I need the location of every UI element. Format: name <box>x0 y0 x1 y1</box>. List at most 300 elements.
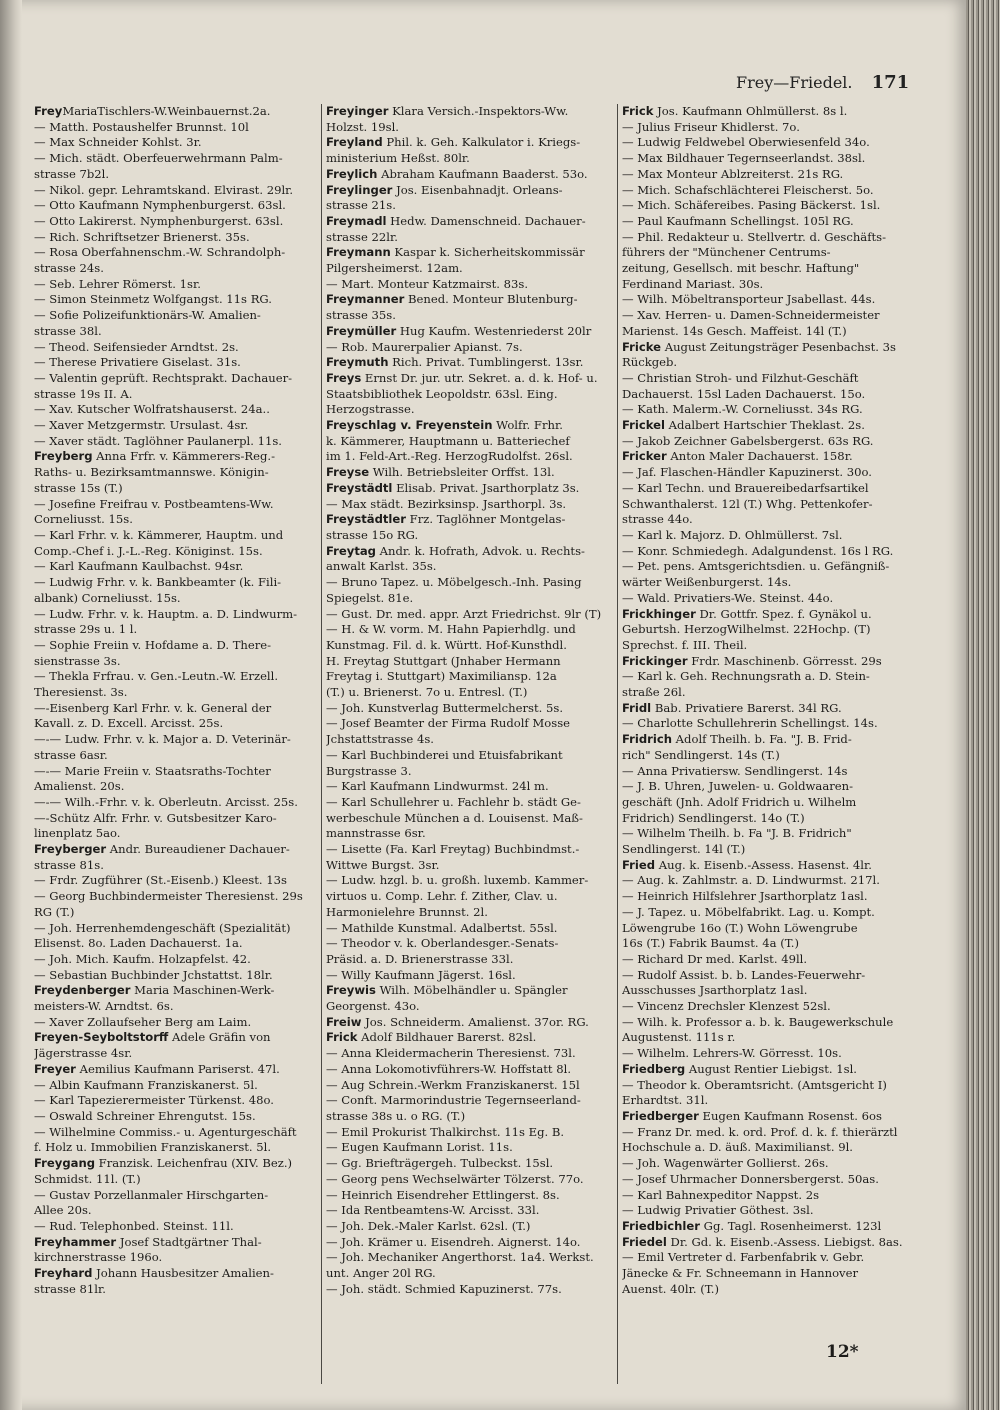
entry-text: — J. B. Uhren, Juwelen- u. Goldwaaren- <box>622 779 854 794</box>
directory-entry <box>622 858 916 874</box>
entry-text: Jchstattstrasse 4s. <box>326 732 434 747</box>
entry-text: — Karl k. Majorz. D. Ohlmüllerst. 7sl. <box>622 527 843 542</box>
directory-entry <box>622 936 916 952</box>
directory-entry <box>326 497 620 513</box>
directory-entry <box>34 308 328 324</box>
entry-text: — Anna Lokomotivführers-W. Hoffstatt 8l. <box>326 1061 572 1076</box>
directory-entry <box>622 654 916 670</box>
directory-entry <box>34 449 328 465</box>
entry-text: — Joh. Dek.-Maler Karlst. 62sl. (T.) <box>326 1218 531 1233</box>
entry-text: strasse 38s u. o RG. (T.) <box>326 1109 466 1123</box>
directory-entry <box>622 528 916 544</box>
directory-entry <box>622 983 916 999</box>
directory-entry <box>622 230 916 246</box>
entry-text: — Joh. Wagenwärter Gollierst. 26s. <box>622 1156 829 1171</box>
entry-text: — Georg Buchbindermeister Theresienst. 29s <box>34 889 303 904</box>
directory-entry <box>34 418 328 434</box>
directory-entry <box>326 1250 620 1266</box>
entry-text: — Otto Kaufmann Nymphenburgerst. 63sl. <box>34 198 286 213</box>
entry-text: — Gustav Porzellanmaler Hirschgarten- <box>34 1187 269 1202</box>
entry-text: Hochschule a. D. äuß. Maximilianst. 9l. <box>622 1140 853 1155</box>
entry-text: Josef Stadtgärtner Thal- <box>116 1234 262 1249</box>
directory-entry <box>326 575 620 591</box>
directory-entry <box>622 716 916 732</box>
entry-surname: Frey <box>34 104 63 118</box>
directory-entry <box>326 764 620 780</box>
entry-text: Allee 20s. <box>34 1203 92 1218</box>
entry-text: Anton Maler Dachauerst. 158r. <box>666 449 853 464</box>
directory-entry <box>34 1030 328 1046</box>
entry-text: rich" Sendlingerst. 14s (T.) <box>622 747 780 762</box>
entry-text: — Richard Dr med. Karlst. 49ll. <box>622 951 808 966</box>
directory-entry <box>622 669 916 685</box>
directory-entry <box>622 1140 916 1156</box>
directory-entry <box>34 292 328 308</box>
directory-entry <box>326 1203 620 1219</box>
entry-text: —-Schütz Alfr. Frhr. v. Gutsbesitzer Karo- <box>34 810 277 825</box>
entry-text: — Rich. Schriftsetzer Brienerst. 35s. <box>34 229 250 244</box>
directory-entry <box>622 198 916 214</box>
directory-entry <box>326 1266 620 1282</box>
directory-entry <box>326 873 620 889</box>
entry-text: RG (T.) <box>34 904 75 919</box>
entry-text: strasse 24s. <box>34 261 104 276</box>
entry-text: — Xaver Zollaufseher Berg am Laim. <box>34 1014 252 1029</box>
directory-entry <box>326 308 620 324</box>
directory-entry <box>622 418 916 434</box>
directory-entry <box>34 779 328 795</box>
entry-text: Elisenst. 8o. Laden Dachauerst. 1a. <box>34 936 243 951</box>
entry-text: H. Freytag Stuttgart (Jnhaber Hermann <box>326 653 561 668</box>
directory-entry <box>622 245 916 261</box>
entry-text: — Albin Kaufmann Franziskanerst. 5l. <box>34 1077 258 1092</box>
entry-text: Schwanthalerst. 12l (T.) Whg. Pettenkofer- <box>622 496 873 511</box>
directory-entry <box>326 889 620 905</box>
entry-text: Bab. Privatiere Barerst. 34l RG. <box>651 700 842 715</box>
directory-entry <box>326 135 620 151</box>
entry-text: Theresienst. 3s. <box>34 685 128 700</box>
directory-entry <box>622 779 916 795</box>
entry-text: strasse 29s u. 1 l. <box>34 622 138 637</box>
directory-entry <box>34 135 328 151</box>
directory-entry <box>34 1125 328 1141</box>
directory-entry <box>622 1125 916 1141</box>
entry-text: Corneliusst. 15s. <box>34 512 133 527</box>
directory-entry <box>326 465 620 481</box>
directory-column-2 <box>326 104 620 1297</box>
entry-text: — Wilhelm Theilh. b. Fa "J. B. Fridrich" <box>622 826 852 841</box>
entry-text: — H. & W. vorm. M. Hahn Papierhdlg. und <box>326 622 576 637</box>
entry-text: — Julius Friseur Khidlerst. 7o. <box>622 119 800 134</box>
entry-surname: Freymüller <box>326 323 397 338</box>
entry-text: Phil. k. Geh. Kalkulator i. Kriegs- <box>382 135 581 150</box>
directory-entry <box>622 1046 916 1062</box>
entry-text: Andr. Bureaudiener Dachauer- <box>106 842 290 857</box>
directory-entry <box>34 999 328 1015</box>
entry-text: — Xav. Herren- u. Damen-Schneidermeister <box>622 308 880 323</box>
entry-text: — Wald. Privatiers-We. Steinst. 44o. <box>622 590 834 605</box>
entry-text: — Rob. Maurerpalier Apianst. 7s. <box>326 339 523 354</box>
directory-entry <box>622 340 916 356</box>
entry-text: — Paul Kaufmann Schellingst. 105l RG. <box>622 213 854 228</box>
directory-entry <box>622 1188 916 1204</box>
directory-entry <box>34 1219 328 1235</box>
directory-entry <box>34 858 328 874</box>
signature-mark: 12* <box>826 1342 859 1362</box>
entry-surname: Freymuth <box>326 355 389 370</box>
directory-entry <box>622 1203 916 1219</box>
entry-text: strasse 7b2l. <box>34 166 110 181</box>
entry-text: — Lisette (Fa. Karl Freytag) Buchbindmst.- <box>326 842 580 857</box>
entry-text: albank) Corneliusst. 15s. <box>34 590 181 605</box>
entry-text: — Karl Bahnexpeditor Nappst. 2s <box>622 1187 820 1202</box>
entry-text: — Emil Vertreter d. Farbenfabrik v. Gebr. <box>622 1250 865 1265</box>
entry-text: Wilh. Betriebsleiter Orffst. 13l. <box>369 465 555 480</box>
directory-entry <box>34 685 328 701</box>
directory-entry <box>622 1250 916 1266</box>
entry-text: — Nikol. gepr. Lehramtskand. Elvirast. 29lr. <box>34 182 294 197</box>
entry-text: — Gust. Dr. med. appr. Arzt Friedrichst. 9lr (T) <box>326 606 602 621</box>
entry-text: — Oswald Schreiner Ehrengutst. 15s. <box>34 1109 256 1123</box>
entry-surname: Freywis <box>326 983 376 998</box>
entry-surname: Freystädtler <box>326 512 406 527</box>
directory-entry <box>326 842 620 858</box>
directory-entry <box>326 607 620 623</box>
entry-text: Aemilius Kaufmann Pariserst. 47l. <box>75 1061 280 1076</box>
entry-surname: Freiw <box>326 1014 362 1029</box>
entry-text: Jos. Schneiderm. Amalienst. 37or. RG. <box>361 1014 589 1029</box>
entry-text: — Frdr. Zugführer (St.-Eisenb.) Kleest. 13s <box>34 873 287 888</box>
entry-text: — Simon Steinmetz Wolfgangst. 11s RG. <box>34 292 272 307</box>
directory-entry <box>326 732 620 748</box>
entry-text: f. Holz u. Immobilien Franziskanerst. 5l. <box>34 1140 272 1155</box>
entry-surname: Freyen-Seyboltstorff <box>34 1030 169 1045</box>
entry-text: — Ludwig Frhr. v. k. Bankbeamter (k. Fili- <box>34 575 282 590</box>
page-number: 171 <box>871 72 910 93</box>
directory-entry <box>326 748 620 764</box>
entry-text: — Karl Schullehrer u. Fachlehr b. städt Ge- <box>326 794 581 809</box>
entry-text: Staatsbibliothek Leopoldstr. 63sl. Eing. <box>326 386 558 401</box>
directory-entry <box>622 214 916 230</box>
entry-text: Hedw. Damenschneid. Dachauer- <box>386 213 586 228</box>
directory-entry <box>326 1062 620 1078</box>
entry-text: Elisab. Privat. Jsarthorplatz 3s. <box>392 480 580 495</box>
entry-text: Schmidst. 11l. (T.) <box>34 1171 141 1186</box>
directory-entry <box>34 842 328 858</box>
entry-text: — Jaf. Flaschen-Händler Kapuzinerst. 30o. <box>622 465 872 480</box>
directory-entry <box>34 716 328 732</box>
directory-entry <box>34 921 328 937</box>
directory-entry <box>326 528 620 544</box>
entry-text: — Rosa Oberfahnenschm.-W. Schrandolph- <box>34 245 286 260</box>
entry-text: Comp.-Chef i. J.-L.-Reg. Königinst. 15s. <box>34 543 263 558</box>
entry-surname: Friedberger <box>622 1109 699 1123</box>
directory-entry <box>622 1282 916 1298</box>
directory-entry <box>34 1015 328 1031</box>
entry-text: — Wilh. Möbeltransporteur Jsabellast. 44s. <box>622 292 876 307</box>
entry-text: Adele Gräfin von <box>168 1030 271 1045</box>
directory-entry <box>34 936 328 952</box>
entry-text: strasse 81s. <box>34 857 104 872</box>
entry-text: Adolf Bildhauer Barerst. 82sl. <box>357 1030 537 1045</box>
entry-text: — Joh. Herrenhemdengeschäft (Spezialität) <box>34 920 291 935</box>
entry-text: — Heinrich Eisendreher Ettlingerst. 8s. <box>326 1187 560 1202</box>
entry-text: — Seb. Lehrer Römerst. 1sr. <box>34 276 201 291</box>
directory-entry <box>622 811 916 827</box>
entry-text: Ferdinand Mariast. 30s. <box>622 276 764 291</box>
entry-text: — Konr. Schmiedegh. Adalgundenst. 16s l RG. <box>622 543 894 558</box>
entry-text: Adalbert Hartschier Theklast. 2s. <box>664 418 865 433</box>
directory-entry <box>34 1078 328 1094</box>
entry-surname: Friedbichler <box>622 1218 700 1233</box>
directory-entry <box>326 968 620 984</box>
directory-entry <box>622 842 916 858</box>
directory-entry <box>326 387 620 403</box>
directory-entry <box>34 120 328 136</box>
entry-text: — Ludwig Privatier Göthest. 3sl. <box>622 1203 814 1218</box>
directory-entry <box>326 418 620 434</box>
entry-text: werbeschule München a d. Louisenst. Maß- <box>326 810 583 825</box>
entry-text: Klara Versich.-Inspektors-Ww. <box>388 104 569 118</box>
entry-text: — Mathilde Kunstmal. Adalbertst. 55sl. <box>326 920 558 935</box>
entry-text: anwalt Karlst. 35s. <box>326 559 437 574</box>
entry-text: strasse 81lr. <box>34 1281 106 1296</box>
directory-entry <box>326 1015 620 1031</box>
directory-entry <box>34 261 328 277</box>
entry-text: Rückgeb. <box>622 355 678 370</box>
entry-text: — Therese Privatiere Giselast. 31s. <box>34 355 241 370</box>
directory-entry <box>326 1125 620 1141</box>
entry-text: — Conft. Marmorindustrie Tegernseerland- <box>326 1093 581 1108</box>
directory-entry <box>622 968 916 984</box>
entry-text: — Aug Schrein.-Werkm Franziskanerst. 15l <box>326 1077 580 1092</box>
entry-text: — Ida Rentbeamtens-W. Arcisst. 33l. <box>326 1203 540 1218</box>
directory-entry <box>622 1235 916 1251</box>
directory-entry <box>326 167 620 183</box>
directory-entry <box>326 638 620 654</box>
directory-entry <box>622 481 916 497</box>
entry-text: Kavall. z. D. Excell. Arcisst. 25s. <box>34 716 224 731</box>
entry-text: 16s (T.) Fabrik Baumst. 4a (T.) <box>622 936 799 951</box>
entry-surname: Freyse <box>326 465 370 480</box>
directory-entry <box>34 1235 328 1251</box>
entry-text: Spiegelst. 81e. <box>326 590 414 605</box>
directory-entry <box>326 654 620 670</box>
directory-entry <box>34 669 328 685</box>
directory-entry <box>326 795 620 811</box>
entry-text: Fridrich) Sendlingerst. 14o (T.) <box>622 810 805 825</box>
entry-text: —-— Marie Freiin v. Staatsraths-Tochter <box>34 763 271 778</box>
entry-text: — Karl Techn. und Brauereibedarfsartikel <box>622 480 869 495</box>
directory-entry <box>622 1156 916 1172</box>
directory-entry <box>622 261 916 277</box>
directory-entry <box>34 1109 328 1125</box>
entry-text: — Georg pens Wechselwärter Tölzerst. 77o. <box>326 1171 584 1186</box>
entry-surname: Freymadl <box>326 213 387 228</box>
directory-entry <box>34 1203 328 1219</box>
entry-text: — Max städt. Bezirksinsp. Jsarthorpl. 3s. <box>326 496 567 511</box>
directory-entry <box>622 1109 916 1125</box>
directory-entry <box>622 402 916 418</box>
entry-text: Hug Kaufm. Westenriederst 20lr <box>396 323 592 338</box>
directory-entry <box>326 1140 620 1156</box>
entry-text: Präsid. a. D. Brienerstrasse 33l. <box>326 951 514 966</box>
entry-text: linenplatz 5ao. <box>34 826 121 841</box>
book-binding <box>0 0 22 1410</box>
entry-text: — Theodor v. k. Oberlandesger.-Senats- <box>326 936 559 951</box>
directory-entry <box>326 1219 620 1235</box>
directory-entry <box>326 1078 620 1094</box>
entry-text: — Eugen Kaufmann Lorist. 11s. <box>326 1140 513 1155</box>
directory-entry <box>34 826 328 842</box>
directory-entry <box>34 1172 328 1188</box>
directory-entry <box>326 512 620 528</box>
entry-text: Raths- u. Bezirksamtmannswe. Königin- <box>34 465 269 480</box>
entry-text: — Xav. Kutscher Wolfratshauserst. 24a.. <box>34 402 270 417</box>
directory-entry <box>326 999 620 1015</box>
entry-text: — Kath. Malerm.-W. Corneliusst. 34s RG. <box>622 402 863 417</box>
directory-entry <box>326 685 620 701</box>
entry-surname: Freyberg <box>34 449 93 464</box>
directory-column-3 <box>622 104 916 1297</box>
entry-text: — Rudolf Assist. b. b. Landes-Feuerwehr- <box>622 967 866 982</box>
directory-entry <box>326 449 620 465</box>
directory-entry <box>34 544 328 560</box>
directory-entry <box>622 120 916 136</box>
entry-text: Ausschusses Jsarthorplatz 1asl. <box>622 983 808 998</box>
entry-text: — Ludw. Frhr. v. k. Hauptm. a. D. Lindwurm- <box>34 606 298 621</box>
entry-surname: Freyhard <box>34 1266 93 1281</box>
entry-surname: Freystädtl <box>326 480 393 495</box>
directory-entry <box>326 340 620 356</box>
entry-text: kirchnerstrasse 196o. <box>34 1250 163 1265</box>
entry-text: — Joh. Mechaniker Angerthorst. 1a4. Werkst. <box>326 1250 594 1265</box>
directory-entry <box>34 387 328 403</box>
entry-text: k. Kämmerer, Hauptmann u. Batteriechef <box>326 433 570 448</box>
entry-text: Holzst. 19sl. <box>326 119 399 134</box>
directory-entry <box>622 764 916 780</box>
entry-surname: Freylinger <box>326 182 393 197</box>
directory-entry <box>34 732 328 748</box>
entry-text: — Mich. städt. Oberfeuerwehrmann Palm- <box>34 151 283 166</box>
entry-text: strasse 22lr. <box>326 229 398 244</box>
entry-surname: Fridl <box>622 700 652 715</box>
directory-entry <box>622 795 916 811</box>
directory-entry <box>622 1030 916 1046</box>
entry-text: — Joh. städt. Schmied Kapuzinerst. 77s. <box>326 1281 562 1296</box>
directory-entry <box>622 434 916 450</box>
directory-entry <box>326 559 620 575</box>
entry-text: — Sebastian Buchbinder Jchstattst. 18lr. <box>34 967 273 982</box>
entry-text: mannstrasse 6sr. <box>326 826 426 841</box>
entry-text: — Phil. Redakteur u. Stellvertr. d. Geschäfts- <box>622 229 887 244</box>
entry-text: im 1. Feld-Art.-Reg. HerzogRudolfst. 26sl. <box>326 449 573 464</box>
directory-entry <box>34 748 328 764</box>
directory-entry <box>34 1062 328 1078</box>
entry-text: Dr. Gottfr. Spez. f. Gynäkol u. <box>695 606 872 621</box>
entry-text: strasse 38l. <box>34 323 102 338</box>
directory-entry <box>34 591 328 607</box>
directory-entry <box>34 512 328 528</box>
directory-entry <box>34 575 328 591</box>
directory-entry <box>34 324 328 340</box>
directory-entry <box>34 1093 328 1109</box>
directory-entry <box>34 245 328 261</box>
entry-surname: Freys <box>326 370 362 385</box>
directory-entry <box>34 622 328 638</box>
entry-text: Wilh. Möbelhändler u. Spängler <box>375 983 568 998</box>
entry-text: Andr. k. Hofrath, Advok. u. Rechts- <box>375 543 585 558</box>
directory-entry <box>326 858 620 874</box>
entry-text: — Mich. Schafschlächterei Fleischerst. 5o. <box>622 182 874 197</box>
entry-text: Sendlingerst. 14l (T.) <box>622 842 746 857</box>
entry-text: Auenst. 40lr. (T.) <box>622 1281 720 1296</box>
entry-text: Amalienst. 20s. <box>34 779 125 794</box>
entry-surname: Freyhammer <box>34 1234 117 1249</box>
entry-text: — Bruno Tapez. u. Möbelgesch.-Inh. Pasing <box>326 575 582 590</box>
directory-entry <box>326 591 620 607</box>
entry-text: — Joh. Kunstverlag Buttermelcherst. 5s. <box>326 700 563 715</box>
entry-text: Harmonielehre Brunnst. 2l. <box>326 904 488 919</box>
entry-text: Georgenst. 43o. <box>326 999 420 1014</box>
directory-entry <box>34 1266 328 1282</box>
entry-text: Burgstrasse 3. <box>326 763 412 778</box>
entry-text: Johann Hausbesitzer Amalien- <box>92 1266 274 1281</box>
directory-entry <box>326 104 620 120</box>
directory-entry <box>326 905 620 921</box>
directory-entry <box>34 481 328 497</box>
directory-entry <box>622 1266 916 1282</box>
entry-surname: Freydenberger <box>34 983 131 998</box>
entry-text: strasse 21s. <box>326 198 396 213</box>
directory-entry <box>34 952 328 968</box>
directory-entry <box>622 387 916 403</box>
entry-text: Franzisk. Leichenfrau (XIV. Bez.) <box>95 1156 293 1171</box>
directory-entry <box>34 873 328 889</box>
directory-entry <box>34 889 328 905</box>
directory-entry <box>326 324 620 340</box>
entry-text: — Max Monteur Ablzreiterst. 21s RG. <box>622 166 844 181</box>
directory-entry <box>622 497 916 513</box>
directory-entry <box>622 559 916 575</box>
directory-entry <box>326 1030 620 1046</box>
directory-entry <box>326 1046 620 1062</box>
directory-entry <box>326 1235 620 1251</box>
directory-entry <box>622 167 916 183</box>
entry-text: — Max Bildhauer Tegernseerlandst. 38sl. <box>622 151 866 166</box>
directory-entry <box>34 230 328 246</box>
entry-text: — Karl Tapezierermeister Türkenst. 48o. <box>34 1093 274 1108</box>
entry-text: Maria Maschinen-Werk- <box>130 983 275 998</box>
entry-text: strasse 15s (T.) <box>34 480 123 495</box>
entry-surname: Freymann <box>326 245 391 260</box>
entry-text: — Joh. Mich. Kaufm. Holzapfelst. 42. <box>34 951 251 966</box>
entry-surname: Freyer <box>34 1061 76 1076</box>
directory-entry <box>622 748 916 764</box>
directory-entry <box>34 371 328 387</box>
directory-entry <box>34 607 328 623</box>
directory-entry <box>34 905 328 921</box>
entry-text: Rich. Privat. Tumblingerst. 13sr. <box>388 355 584 370</box>
directory-entry <box>622 905 916 921</box>
directory-entry <box>326 120 620 136</box>
entry-text: Bened. Monteur Blutenburg- <box>404 292 578 307</box>
entry-text: Dr. Gd. k. Eisenb.-Assess. Liebigst. 8as. <box>666 1234 903 1249</box>
entry-text: —-Eisenberg Karl Frhr. v. k. General der <box>34 700 272 715</box>
directory-entry <box>622 921 916 937</box>
entry-text: — Josef Beamter der Firma Rudolf Mosse <box>326 716 571 731</box>
entry-text: — Joh. Krämer u. Eisendreh. Aignerst. 14o. <box>326 1234 581 1249</box>
